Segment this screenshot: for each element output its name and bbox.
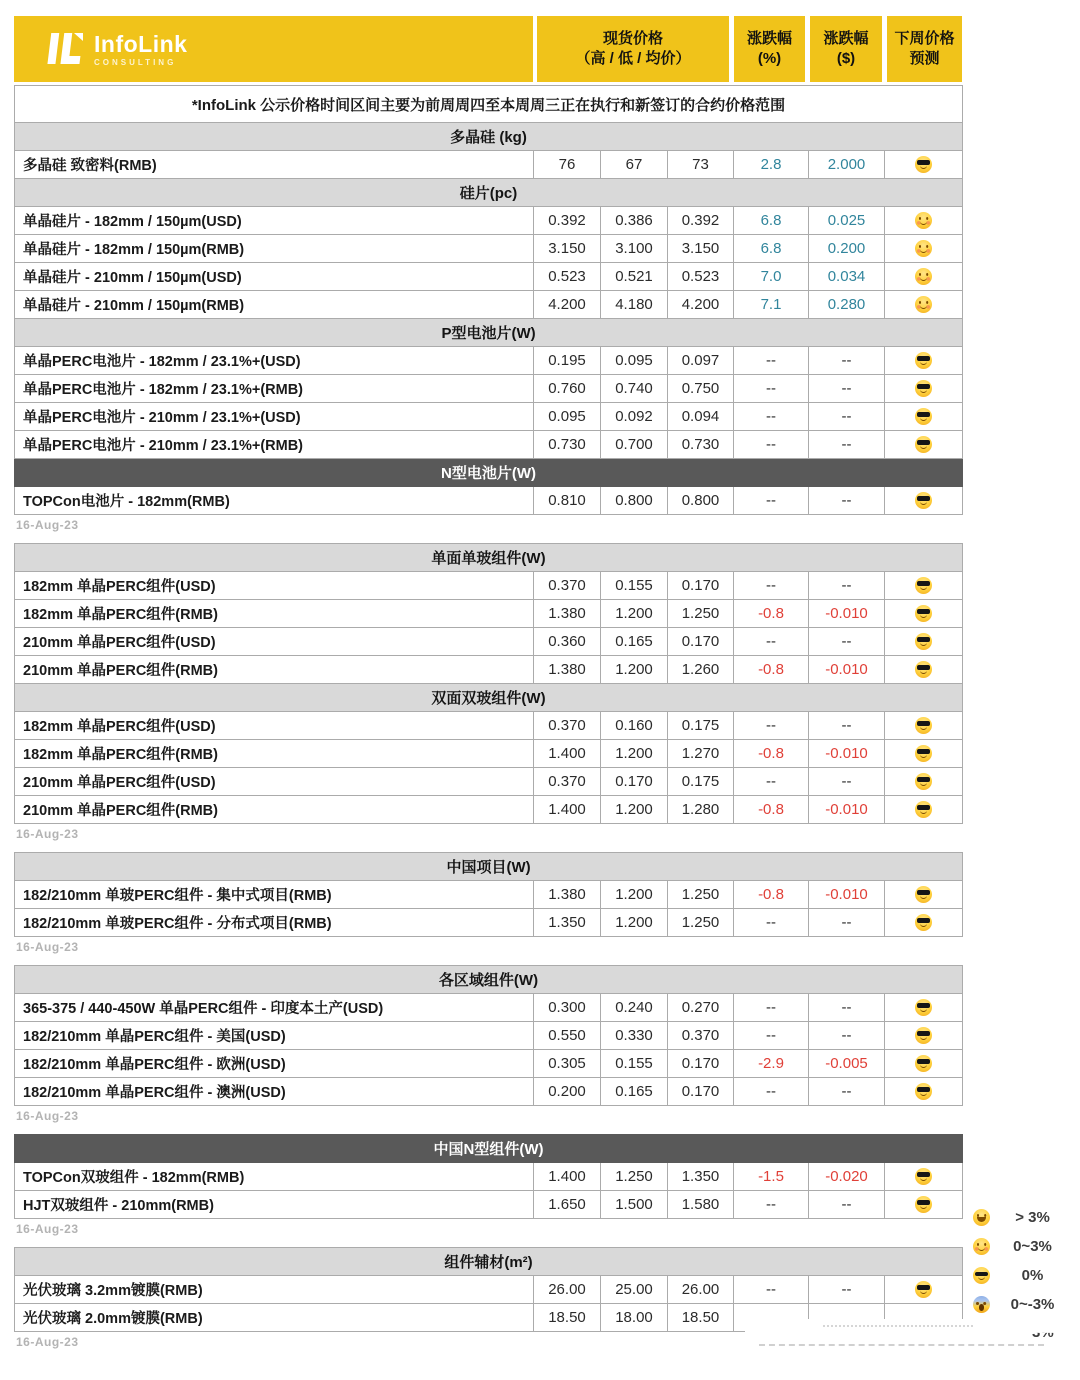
change-pct: -0.8 bbox=[734, 796, 809, 824]
price-avg: 3.150 bbox=[668, 235, 734, 263]
forecast-cell bbox=[885, 235, 963, 263]
price-low: 0.170 bbox=[601, 768, 668, 796]
product-name: 210mm 单晶PERC组件(USD) bbox=[15, 768, 534, 796]
forecast-cell bbox=[885, 572, 963, 600]
brand-tagline: CONSULTING bbox=[94, 57, 177, 67]
emoji-sunglasses-icon bbox=[915, 577, 932, 594]
change-usd: -- bbox=[809, 768, 885, 796]
forecast-cell bbox=[885, 291, 963, 319]
brand-logo bbox=[14, 16, 533, 82]
product-name: 多晶硅 致密料(RMB) bbox=[15, 151, 534, 179]
section-header: N型电池片(W) bbox=[15, 459, 963, 487]
price-avg: 73 bbox=[668, 151, 734, 179]
emoji-sunglasses-icon bbox=[915, 886, 932, 903]
table-row bbox=[15, 291, 963, 319]
column-header-forecast: 下周价格 预测 bbox=[887, 16, 962, 82]
forecast-cell bbox=[885, 431, 963, 459]
forecast-cell bbox=[885, 403, 963, 431]
product-name: 单晶硅片 - 210mm / 150µm(USD) bbox=[15, 263, 534, 291]
emoji-sunglasses-icon bbox=[915, 605, 932, 622]
price-avg: 1.250 bbox=[668, 600, 734, 628]
product-name: 365-375 / 440-450W 单晶PERC组件 - 印度本土产(USD) bbox=[15, 994, 534, 1022]
table-row bbox=[15, 487, 963, 515]
table-row bbox=[15, 347, 963, 375]
price-low: 67 bbox=[601, 151, 668, 179]
emoji-grin-icon bbox=[973, 1209, 990, 1226]
price-high: 0.523 bbox=[534, 263, 601, 291]
product-name: 单晶PERC电池片 - 210mm / 23.1%+(USD) bbox=[15, 403, 534, 431]
redaction-overlay bbox=[745, 1319, 1080, 1362]
column-header-change-usd: 涨跌幅 ($) bbox=[810, 16, 882, 82]
change-usd: 0.200 bbox=[809, 235, 885, 263]
product-name: 光伏玻璃 2.0mm镀膜(RMB) bbox=[15, 1304, 534, 1332]
price-low: 0.092 bbox=[601, 403, 668, 431]
change-usd: -- bbox=[809, 994, 885, 1022]
emoji-sunglasses-icon bbox=[915, 999, 932, 1016]
change-pct: -- bbox=[734, 1022, 809, 1050]
table-row bbox=[15, 431, 963, 459]
change-pct: -- bbox=[734, 375, 809, 403]
change-usd: 0.280 bbox=[809, 291, 885, 319]
price-low: 3.100 bbox=[601, 235, 668, 263]
forecast-cell bbox=[885, 347, 963, 375]
price-low: 0.521 bbox=[601, 263, 668, 291]
section-header: 单面单玻组件(W) bbox=[15, 544, 963, 572]
date-label: 16-Aug-23 bbox=[16, 940, 79, 954]
price-avg: 4.200 bbox=[668, 291, 734, 319]
change-pct: -- bbox=[734, 628, 809, 656]
forecast-cell bbox=[885, 1276, 963, 1304]
price-low: 0.240 bbox=[601, 994, 668, 1022]
price-avg: 26.00 bbox=[668, 1276, 734, 1304]
price-low: 4.180 bbox=[601, 291, 668, 319]
legend-label: > 3% bbox=[1015, 1209, 1050, 1226]
price-avg: 0.270 bbox=[668, 994, 734, 1022]
product-name: 182/210mm 单玻PERC组件 - 分布式项目(RMB) bbox=[15, 909, 534, 937]
infolink-logo-icon bbox=[38, 27, 84, 71]
price-avg: 0.097 bbox=[668, 347, 734, 375]
product-name: 单晶PERC电池片 - 182mm / 23.1%+(USD) bbox=[15, 347, 534, 375]
forecast-cell bbox=[885, 600, 963, 628]
price-low: 1.500 bbox=[601, 1191, 668, 1219]
change-usd: -0.005 bbox=[809, 1050, 885, 1078]
change-usd: 2.000 bbox=[809, 151, 885, 179]
table-row bbox=[15, 994, 963, 1022]
change-usd: -- bbox=[809, 487, 885, 515]
table-row bbox=[15, 1163, 963, 1191]
table-row bbox=[15, 151, 963, 179]
price-low: 25.00 bbox=[601, 1276, 668, 1304]
change-usd: -- bbox=[809, 403, 885, 431]
emoji-sunglasses-icon bbox=[915, 745, 932, 762]
emoji-smile-icon bbox=[915, 268, 932, 285]
product-name: TOPCon电池片 - 182mm(RMB) bbox=[15, 487, 534, 515]
change-pct: -- bbox=[734, 347, 809, 375]
emoji-smile-icon bbox=[915, 240, 932, 257]
price-high: 0.760 bbox=[534, 375, 601, 403]
price-avg: 18.50 bbox=[668, 1304, 734, 1332]
price-low: 1.200 bbox=[601, 740, 668, 768]
table-row bbox=[15, 1050, 963, 1078]
sheet-header bbox=[14, 16, 962, 82]
emoji-sunglasses-icon bbox=[915, 914, 932, 931]
emoji-sunglasses-icon bbox=[973, 1267, 990, 1284]
change-pct: -2.9 bbox=[734, 1050, 809, 1078]
change-pct: -- bbox=[734, 768, 809, 796]
change-pct: -- bbox=[734, 431, 809, 459]
section-header: 硅片(pc) bbox=[15, 179, 963, 207]
product-name: 182mm 单晶PERC组件(RMB) bbox=[15, 740, 534, 768]
emoji-sunglasses-icon bbox=[915, 801, 932, 818]
product-name: 单晶PERC电池片 - 210mm / 23.1%+(RMB) bbox=[15, 431, 534, 459]
tables-container bbox=[14, 85, 962, 1349]
table-row bbox=[15, 375, 963, 403]
price-low: 0.386 bbox=[601, 207, 668, 235]
section-header: 多晶硅 (kg) bbox=[15, 123, 963, 151]
change-usd: -- bbox=[809, 1276, 885, 1304]
product-name: 182/210mm 单玻PERC组件 - 集中式项目(RMB) bbox=[15, 881, 534, 909]
price-high: 0.360 bbox=[534, 628, 601, 656]
price-low: 18.00 bbox=[601, 1304, 668, 1332]
section-header: 组件辅材(m²) bbox=[15, 1248, 963, 1276]
change-usd: -- bbox=[809, 431, 885, 459]
emoji-sunglasses-icon bbox=[915, 661, 932, 678]
price-high: 0.550 bbox=[534, 1022, 601, 1050]
emoji-sunglasses-icon bbox=[915, 380, 932, 397]
change-usd: -- bbox=[809, 572, 885, 600]
emoji-sunglasses-icon bbox=[915, 1083, 932, 1100]
forecast-cell bbox=[885, 796, 963, 824]
brand-name: InfoLink bbox=[94, 30, 188, 57]
price-avg: 1.250 bbox=[668, 881, 734, 909]
price-avg: 1.250 bbox=[668, 909, 734, 937]
price-avg: 0.175 bbox=[668, 712, 734, 740]
price-low: 0.700 bbox=[601, 431, 668, 459]
change-usd: -0.010 bbox=[809, 600, 885, 628]
section-header: 双面双玻组件(W) bbox=[15, 684, 963, 712]
product-name: 182/210mm 单晶PERC组件 - 美国(USD) bbox=[15, 1022, 534, 1050]
emoji-smile-icon bbox=[915, 212, 932, 229]
change-usd: -- bbox=[809, 1022, 885, 1050]
change-usd: 0.025 bbox=[809, 207, 885, 235]
table-row bbox=[15, 600, 963, 628]
legend-label: 0% bbox=[1021, 1267, 1044, 1284]
table-row bbox=[15, 768, 963, 796]
price-table bbox=[14, 852, 963, 937]
price-high: 1.350 bbox=[534, 909, 601, 937]
forecast-cell bbox=[885, 712, 963, 740]
price-high: 76 bbox=[534, 151, 601, 179]
price-high: 0.095 bbox=[534, 403, 601, 431]
price-high: 0.370 bbox=[534, 572, 601, 600]
change-pct: 2.8 bbox=[734, 151, 809, 179]
price-high: 1.400 bbox=[534, 1163, 601, 1191]
forecast-cell bbox=[885, 487, 963, 515]
emoji-sunglasses-icon bbox=[915, 408, 932, 425]
change-pct: 6.8 bbox=[734, 235, 809, 263]
date-label: 16-Aug-23 bbox=[16, 518, 79, 532]
forecast-cell bbox=[885, 628, 963, 656]
price-low: 1.200 bbox=[601, 656, 668, 684]
change-pct: -0.8 bbox=[734, 600, 809, 628]
table-row bbox=[15, 263, 963, 291]
section-header: 中国项目(W) bbox=[15, 853, 963, 881]
forecast-cell bbox=[885, 656, 963, 684]
emoji-sunglasses-icon bbox=[915, 1281, 932, 1298]
emoji-smile-icon bbox=[915, 296, 932, 313]
price-low: 1.200 bbox=[601, 881, 668, 909]
table-row bbox=[15, 572, 963, 600]
forecast-cell bbox=[885, 909, 963, 937]
section-header: P型电池片(W) bbox=[15, 319, 963, 347]
price-low: 1.200 bbox=[601, 600, 668, 628]
price-low: 0.740 bbox=[601, 375, 668, 403]
forecast-cell bbox=[885, 740, 963, 768]
change-usd: -- bbox=[809, 909, 885, 937]
emoji-sunglasses-icon bbox=[915, 1196, 932, 1213]
price-high: 3.150 bbox=[534, 235, 601, 263]
price-high: 0.392 bbox=[534, 207, 601, 235]
forecast-cell bbox=[885, 1050, 963, 1078]
product-name: 210mm 单晶PERC组件(RMB) bbox=[15, 656, 534, 684]
price-avg: 0.175 bbox=[668, 768, 734, 796]
price-high: 1.380 bbox=[534, 600, 601, 628]
change-pct: -- bbox=[734, 487, 809, 515]
price-low: 0.330 bbox=[601, 1022, 668, 1050]
product-name: 单晶硅片 - 182mm / 150µm(USD) bbox=[15, 207, 534, 235]
table-row bbox=[15, 909, 963, 937]
section-header: 中国N型组件(W) bbox=[15, 1135, 963, 1163]
price-table bbox=[14, 965, 963, 1106]
change-usd: -0.020 bbox=[809, 1163, 885, 1191]
price-avg: 1.260 bbox=[668, 656, 734, 684]
table-row bbox=[15, 1276, 963, 1304]
date-label: 16-Aug-23 bbox=[16, 827, 79, 841]
table-row bbox=[15, 1191, 963, 1219]
emoji-sunglasses-icon bbox=[915, 717, 932, 734]
change-pct: 6.8 bbox=[734, 207, 809, 235]
change-pct: -1.5 bbox=[734, 1163, 809, 1191]
table-row bbox=[15, 740, 963, 768]
change-usd: -0.010 bbox=[809, 881, 885, 909]
price-high: 0.370 bbox=[534, 712, 601, 740]
emoji-sunglasses-icon bbox=[915, 1055, 932, 1072]
price-low: 0.095 bbox=[601, 347, 668, 375]
price-low: 0.160 bbox=[601, 712, 668, 740]
emoji-sunglasses-icon bbox=[915, 633, 932, 650]
price-avg: 1.350 bbox=[668, 1163, 734, 1191]
emoji-sunglasses-icon bbox=[915, 352, 932, 369]
change-pct: 7.1 bbox=[734, 291, 809, 319]
price-high: 1.400 bbox=[534, 796, 601, 824]
price-high: 0.300 bbox=[534, 994, 601, 1022]
change-pct: -0.8 bbox=[734, 740, 809, 768]
price-avg: 1.270 bbox=[668, 740, 734, 768]
price-avg: 1.580 bbox=[668, 1191, 734, 1219]
product-name: 182mm 单晶PERC组件(RMB) bbox=[15, 600, 534, 628]
price-high: 0.730 bbox=[534, 431, 601, 459]
change-usd: -- bbox=[809, 1191, 885, 1219]
forecast-cell bbox=[885, 1163, 963, 1191]
forecast-cell bbox=[885, 151, 963, 179]
product-name: 单晶硅片 - 182mm / 150µm(RMB) bbox=[15, 235, 534, 263]
price-avg: 0.730 bbox=[668, 431, 734, 459]
forecast-cell bbox=[885, 881, 963, 909]
product-name: HJT双玻组件 - 210mm(RMB) bbox=[15, 1191, 534, 1219]
price-high: 1.650 bbox=[534, 1191, 601, 1219]
change-usd: -- bbox=[809, 347, 885, 375]
legend-row bbox=[963, 1290, 1075, 1319]
product-name: 182/210mm 单晶PERC组件 - 欧洲(USD) bbox=[15, 1050, 534, 1078]
change-pct: -- bbox=[734, 994, 809, 1022]
product-name: 182/210mm 单晶PERC组件 - 澳洲(USD) bbox=[15, 1078, 534, 1106]
smudge-mark bbox=[823, 1325, 973, 1327]
table-row bbox=[15, 235, 963, 263]
table-row bbox=[15, 656, 963, 684]
change-pct: -- bbox=[734, 572, 809, 600]
change-pct: -- bbox=[734, 1078, 809, 1106]
change-pct: -- bbox=[734, 909, 809, 937]
change-pct: -0.8 bbox=[734, 656, 809, 684]
change-pct: -- bbox=[734, 1276, 809, 1304]
emoji-sunglasses-icon bbox=[915, 1027, 932, 1044]
emoji-smile-icon bbox=[973, 1238, 990, 1255]
price-avg: 0.523 bbox=[668, 263, 734, 291]
price-table bbox=[14, 85, 963, 515]
price-high: 0.370 bbox=[534, 768, 601, 796]
price-sheet bbox=[14, 16, 962, 1360]
legend-label: 0~-3% bbox=[1010, 1296, 1055, 1313]
change-usd: -- bbox=[809, 375, 885, 403]
legend-label: 0~3% bbox=[1013, 1238, 1052, 1255]
price-avg: 0.170 bbox=[668, 572, 734, 600]
legend-row bbox=[963, 1261, 1075, 1290]
product-name: 单晶PERC电池片 - 182mm / 23.1%+(RMB) bbox=[15, 375, 534, 403]
price-table bbox=[14, 1134, 963, 1219]
price-avg: 0.094 bbox=[668, 403, 734, 431]
price-avg: 0.170 bbox=[668, 1078, 734, 1106]
table-row bbox=[15, 1078, 963, 1106]
legend-row bbox=[963, 1203, 1075, 1232]
table-row bbox=[15, 628, 963, 656]
change-usd: -0.010 bbox=[809, 740, 885, 768]
table-row bbox=[15, 403, 963, 431]
change-usd: -- bbox=[809, 628, 885, 656]
forecast-cell bbox=[885, 1191, 963, 1219]
table-row bbox=[15, 881, 963, 909]
table-row bbox=[15, 796, 963, 824]
change-pct: -- bbox=[734, 1191, 809, 1219]
date-label: 16-Aug-23 bbox=[16, 1109, 79, 1123]
forecast-cell bbox=[885, 1022, 963, 1050]
emoji-sunglasses-icon bbox=[915, 436, 932, 453]
change-pct: -- bbox=[734, 712, 809, 740]
price-avg: 0.170 bbox=[668, 1050, 734, 1078]
price-low: 1.250 bbox=[601, 1163, 668, 1191]
change-usd: -- bbox=[809, 1078, 885, 1106]
price-high: 26.00 bbox=[534, 1276, 601, 1304]
price-high: 0.810 bbox=[534, 487, 601, 515]
price-avg: 1.280 bbox=[668, 796, 734, 824]
price-low: 0.165 bbox=[601, 1078, 668, 1106]
forecast-cell bbox=[885, 263, 963, 291]
column-header-spot-price: 现货价格 （高 / 低 / 均价） bbox=[537, 16, 729, 82]
forecast-cell bbox=[885, 768, 963, 796]
change-pct: -0.8 bbox=[734, 881, 809, 909]
legend-row bbox=[963, 1232, 1075, 1261]
price-avg: 0.370 bbox=[668, 1022, 734, 1050]
price-high: 0.305 bbox=[534, 1050, 601, 1078]
price-high: 4.200 bbox=[534, 291, 601, 319]
price-avg: 0.170 bbox=[668, 628, 734, 656]
price-low: 0.155 bbox=[601, 572, 668, 600]
product-name: 182mm 单晶PERC组件(USD) bbox=[15, 712, 534, 740]
emoji-sunglasses-icon bbox=[915, 156, 932, 173]
emoji-sunglasses-icon bbox=[915, 1168, 932, 1185]
price-table bbox=[14, 543, 963, 824]
price-low: 1.200 bbox=[601, 909, 668, 937]
forecast-cell bbox=[885, 994, 963, 1022]
price-low: 1.200 bbox=[601, 796, 668, 824]
price-high: 18.50 bbox=[534, 1304, 601, 1332]
price-low: 0.155 bbox=[601, 1050, 668, 1078]
forecast-cell bbox=[885, 375, 963, 403]
emoji-scream-icon bbox=[973, 1296, 990, 1313]
date-label: 16-Aug-23 bbox=[16, 1222, 79, 1236]
table-row bbox=[15, 712, 963, 740]
price-period-note: *InfoLink 公示价格时间区间主要为前周周四至本周周三正在执行和新签订的合约价格范围 bbox=[15, 86, 963, 123]
price-high: 1.380 bbox=[534, 881, 601, 909]
section-header: 各区域组件(W) bbox=[15, 966, 963, 994]
price-low: 0.800 bbox=[601, 487, 668, 515]
product-name: 210mm 单晶PERC组件(USD) bbox=[15, 628, 534, 656]
column-header-change-pct: 涨跌幅 (%) bbox=[734, 16, 805, 82]
price-avg: 0.750 bbox=[668, 375, 734, 403]
price-high: 0.195 bbox=[534, 347, 601, 375]
change-usd: -0.010 bbox=[809, 656, 885, 684]
price-high: 0.200 bbox=[534, 1078, 601, 1106]
smudge-mark bbox=[759, 1344, 1044, 1346]
table-row bbox=[15, 207, 963, 235]
forecast-cell bbox=[885, 207, 963, 235]
product-name: 单晶硅片 - 210mm / 150µm(RMB) bbox=[15, 291, 534, 319]
table-row bbox=[15, 1022, 963, 1050]
forecast-cell bbox=[885, 1078, 963, 1106]
change-usd: -0.010 bbox=[809, 796, 885, 824]
emoji-sunglasses-icon bbox=[915, 492, 932, 509]
emoji-sunglasses-icon bbox=[915, 773, 932, 790]
price-avg: 0.800 bbox=[668, 487, 734, 515]
price-avg: 0.392 bbox=[668, 207, 734, 235]
change-pct: 7.0 bbox=[734, 263, 809, 291]
product-name: 210mm 单晶PERC组件(RMB) bbox=[15, 796, 534, 824]
change-usd: -- bbox=[809, 712, 885, 740]
product-name: 光伏玻璃 3.2mm镀膜(RMB) bbox=[15, 1276, 534, 1304]
date-label: 16-Aug-23 bbox=[16, 1335, 79, 1349]
change-pct: -- bbox=[734, 403, 809, 431]
price-high: 1.380 bbox=[534, 656, 601, 684]
change-usd: 0.034 bbox=[809, 263, 885, 291]
product-name: TOPCon双玻组件 - 182mm(RMB) bbox=[15, 1163, 534, 1191]
product-name: 182mm 单晶PERC组件(USD) bbox=[15, 572, 534, 600]
price-high: 1.400 bbox=[534, 740, 601, 768]
price-low: 0.165 bbox=[601, 628, 668, 656]
